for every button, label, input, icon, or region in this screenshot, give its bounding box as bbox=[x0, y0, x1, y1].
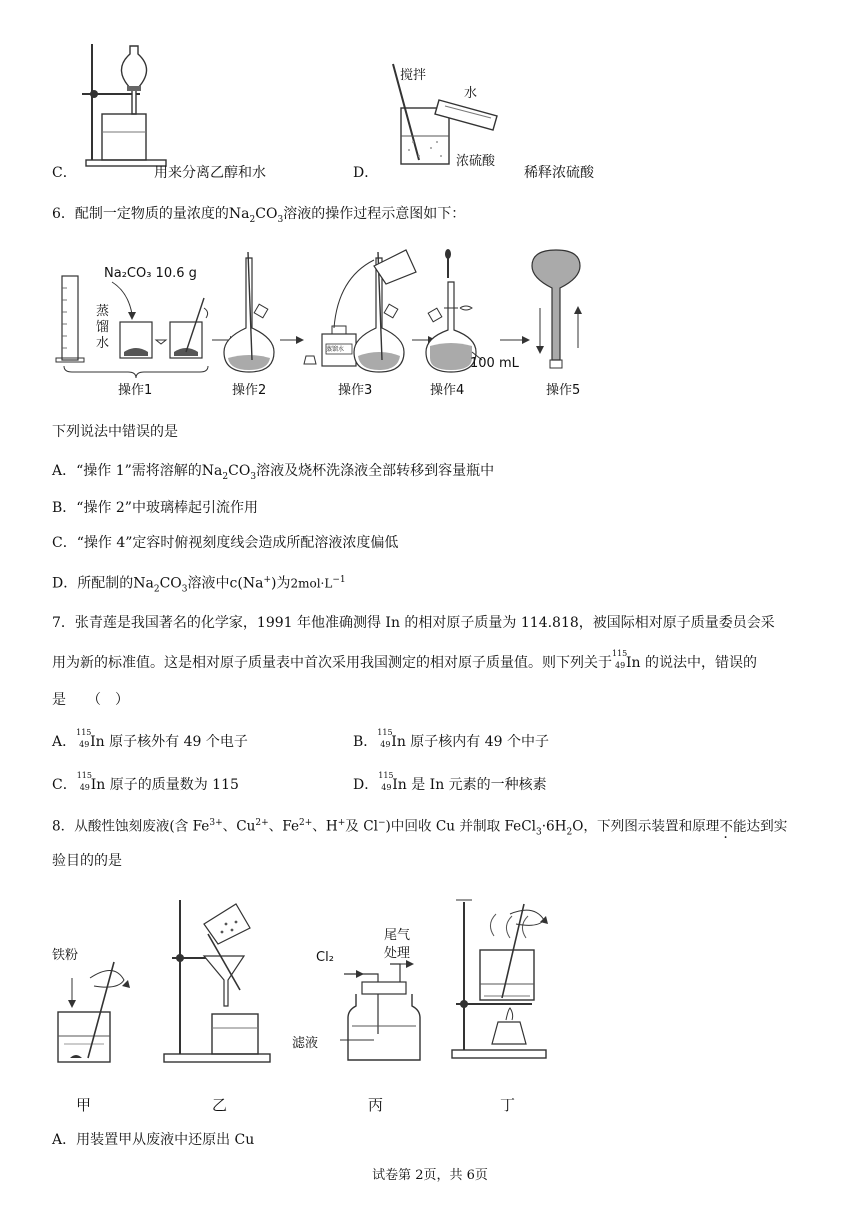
q7-option-b: B． 115 49 In 原子核内有 49 个中子 bbox=[353, 728, 550, 750]
caption-yi: 乙 bbox=[212, 1096, 228, 1114]
q6-option-d: D．所配制的$Na_2CO_3$溶液中c(Na+)为$2mol\cdot L^{-1}$ bbox=[52, 575, 346, 595]
q5-option-c-text: 用来分离乙醇和水 bbox=[154, 165, 266, 181]
fig-label-iron: 铁粉 bbox=[52, 948, 79, 963]
op2-label: 操作2 bbox=[232, 383, 267, 398]
page-footer: 试卷第 2页，共 6页 bbox=[372, 1168, 488, 1183]
q6-option-c: C．“操作 4”定容时俯视刻度线会造成所配溶液浓度偏低 bbox=[52, 535, 399, 551]
q8-option-a: A．用装置甲从废液中还原出 Cu bbox=[52, 1132, 255, 1148]
fig-label-tail2: 处理 bbox=[384, 946, 411, 961]
q7-option-a: A． 115 49 In 原子核外有 49 个电子 bbox=[52, 728, 248, 750]
op5-label: 操作5 bbox=[546, 383, 581, 398]
fig-label-tail1: 尾气 bbox=[384, 928, 411, 943]
q7-stem-line3: 是 （ ） bbox=[52, 692, 129, 708]
q7-option-c: C． 115 49 In 原子的质量数为 115 bbox=[52, 771, 239, 793]
q5-option-d-label: D． bbox=[353, 165, 379, 181]
q5-option-d-text: 稀释浓硫酸 bbox=[524, 165, 594, 181]
fig-label-reagent: Na₂CO₃ 10.6 g bbox=[104, 266, 197, 281]
fig-label-volume: 100 mL bbox=[470, 356, 519, 371]
q6-option-b: B．“操作 2”中玻璃棒起引流作用 bbox=[52, 500, 258, 516]
q6-question: 下列说法中错误的是 bbox=[52, 424, 178, 440]
fig-label-acid: 浓硫酸 bbox=[456, 154, 496, 169]
fig-label-filtrate: 滤液 bbox=[292, 1036, 319, 1051]
separatory-funnel-figure bbox=[80, 36, 170, 168]
caption-jia: 甲 bbox=[76, 1096, 92, 1114]
op1-label: 操作1 bbox=[118, 383, 153, 398]
fig-label-bottle: 蒸馏水 bbox=[326, 346, 345, 353]
fig-label-distilled-water: 蒸馏水 bbox=[96, 304, 110, 351]
q7-option-d: D． 115 49 In 是 In 元素的一种核素 bbox=[353, 771, 547, 793]
q6-stem: 6．配制一定物质的量浓度的$Na_2CO_3$溶液的操作过程示意图如下： bbox=[52, 206, 466, 225]
q6-option-a: A．“操作 1”需将溶解的$Na_2CO_3$溶液及烧杯洗涤液全部转移到容量瓶中 bbox=[52, 463, 495, 482]
fig-label-stir: 搅拌 bbox=[400, 68, 427, 83]
q7-stem-line1: 7．张青莲是我国著名的化学家，1991 年他准确测得 In 的相对原子质量为 114.818，被国际相对原子质量委员会采 bbox=[52, 615, 775, 631]
fig-label-cl2: Cl₂ bbox=[316, 950, 334, 965]
q5-option-c-label: C． bbox=[52, 165, 77, 181]
caption-ding: 丁 bbox=[500, 1096, 516, 1114]
q7-stem-line2: 用为新的标准值。这是相对原子质量表中首次采用我国测定的相对原子质量值。则下列关于 115 49 In 的说法中，错误的 bbox=[52, 649, 757, 671]
op3-label: 操作3 bbox=[338, 383, 373, 398]
q8-stem-line1: 8．从酸性蚀刻废液(含 $Fe^{3+}$、$Cu^{2+}$、$Fe^{2+}$、H+及 Cl−)中回收 Cu 并制取 $FeCl_3\cdot 6H_2O$，下列图示装置和原理不能达到实 bbox=[52, 818, 788, 838]
fig-label-water: 水 bbox=[464, 86, 478, 101]
caption-bing: 丙 bbox=[368, 1096, 384, 1114]
op4-label: 操作4 bbox=[430, 383, 465, 398]
q8-stem-line2: 验目的的是 bbox=[52, 853, 122, 869]
